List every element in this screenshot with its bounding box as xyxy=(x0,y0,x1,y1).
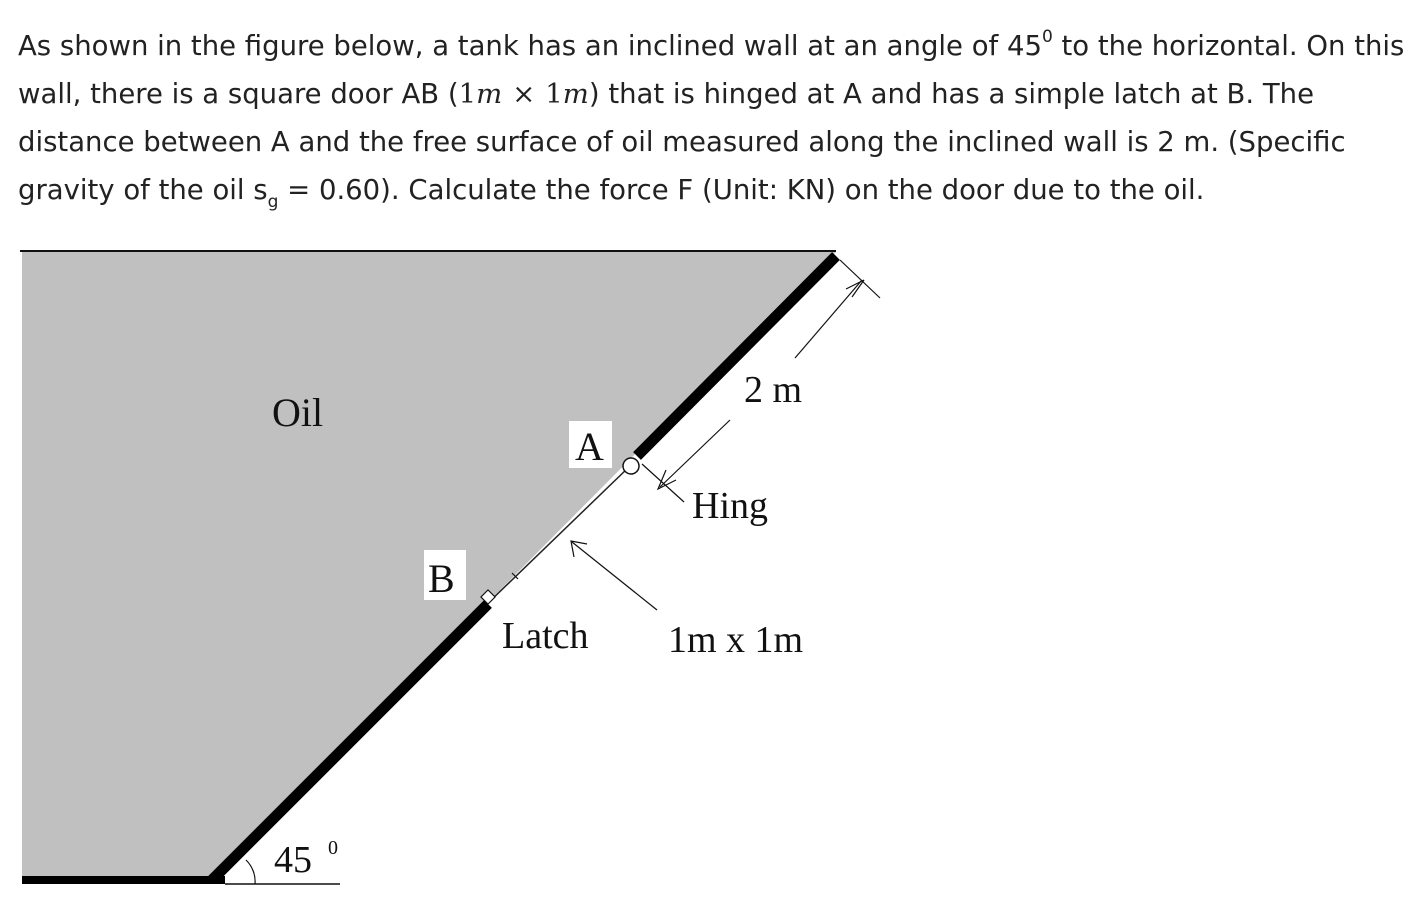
latch-label: Latch xyxy=(502,615,589,657)
angle-label: 45 xyxy=(274,839,312,881)
door-size-label: 1m x 1m xyxy=(668,619,804,661)
point-a-label: A xyxy=(575,424,604,469)
oil-label: Oil xyxy=(272,390,324,435)
problem-text: = 0.60). Calculate the force F (Unit: KN) on the door due to the oil. xyxy=(278,174,1205,206)
door-pointer-line xyxy=(572,542,657,610)
angle-arc xyxy=(246,860,255,884)
problem-text: to the horizontal. On this xyxy=(1052,30,1405,62)
problem-text: ) that is hinged at A and has a simple latch at B. The xyxy=(588,78,1314,110)
degree-superscript: 0 xyxy=(1041,27,1053,47)
specific-gravity-subscript: g xyxy=(267,192,279,212)
door-size-math: 1m × 1m xyxy=(458,78,589,110)
point-b-label: B xyxy=(428,556,455,601)
hinge-label: Hing xyxy=(692,485,768,527)
problem-text: As shown in the figure below, a tank has an inclined wall at an angle of 45 xyxy=(18,30,1042,62)
angle-degree-label: 0 xyxy=(328,837,338,859)
distance-label: 2 m xyxy=(744,369,803,411)
problem-text: distance between A and the free surface of oil measured along the inclined wall is 2 m. (Specific xyxy=(18,126,1346,158)
problem-text: wall, there is a square door AB ( xyxy=(18,78,459,110)
hinge-circle xyxy=(623,458,639,474)
dimension-extension-top xyxy=(840,260,880,298)
problem-text: gravity of the oil s xyxy=(18,174,268,206)
